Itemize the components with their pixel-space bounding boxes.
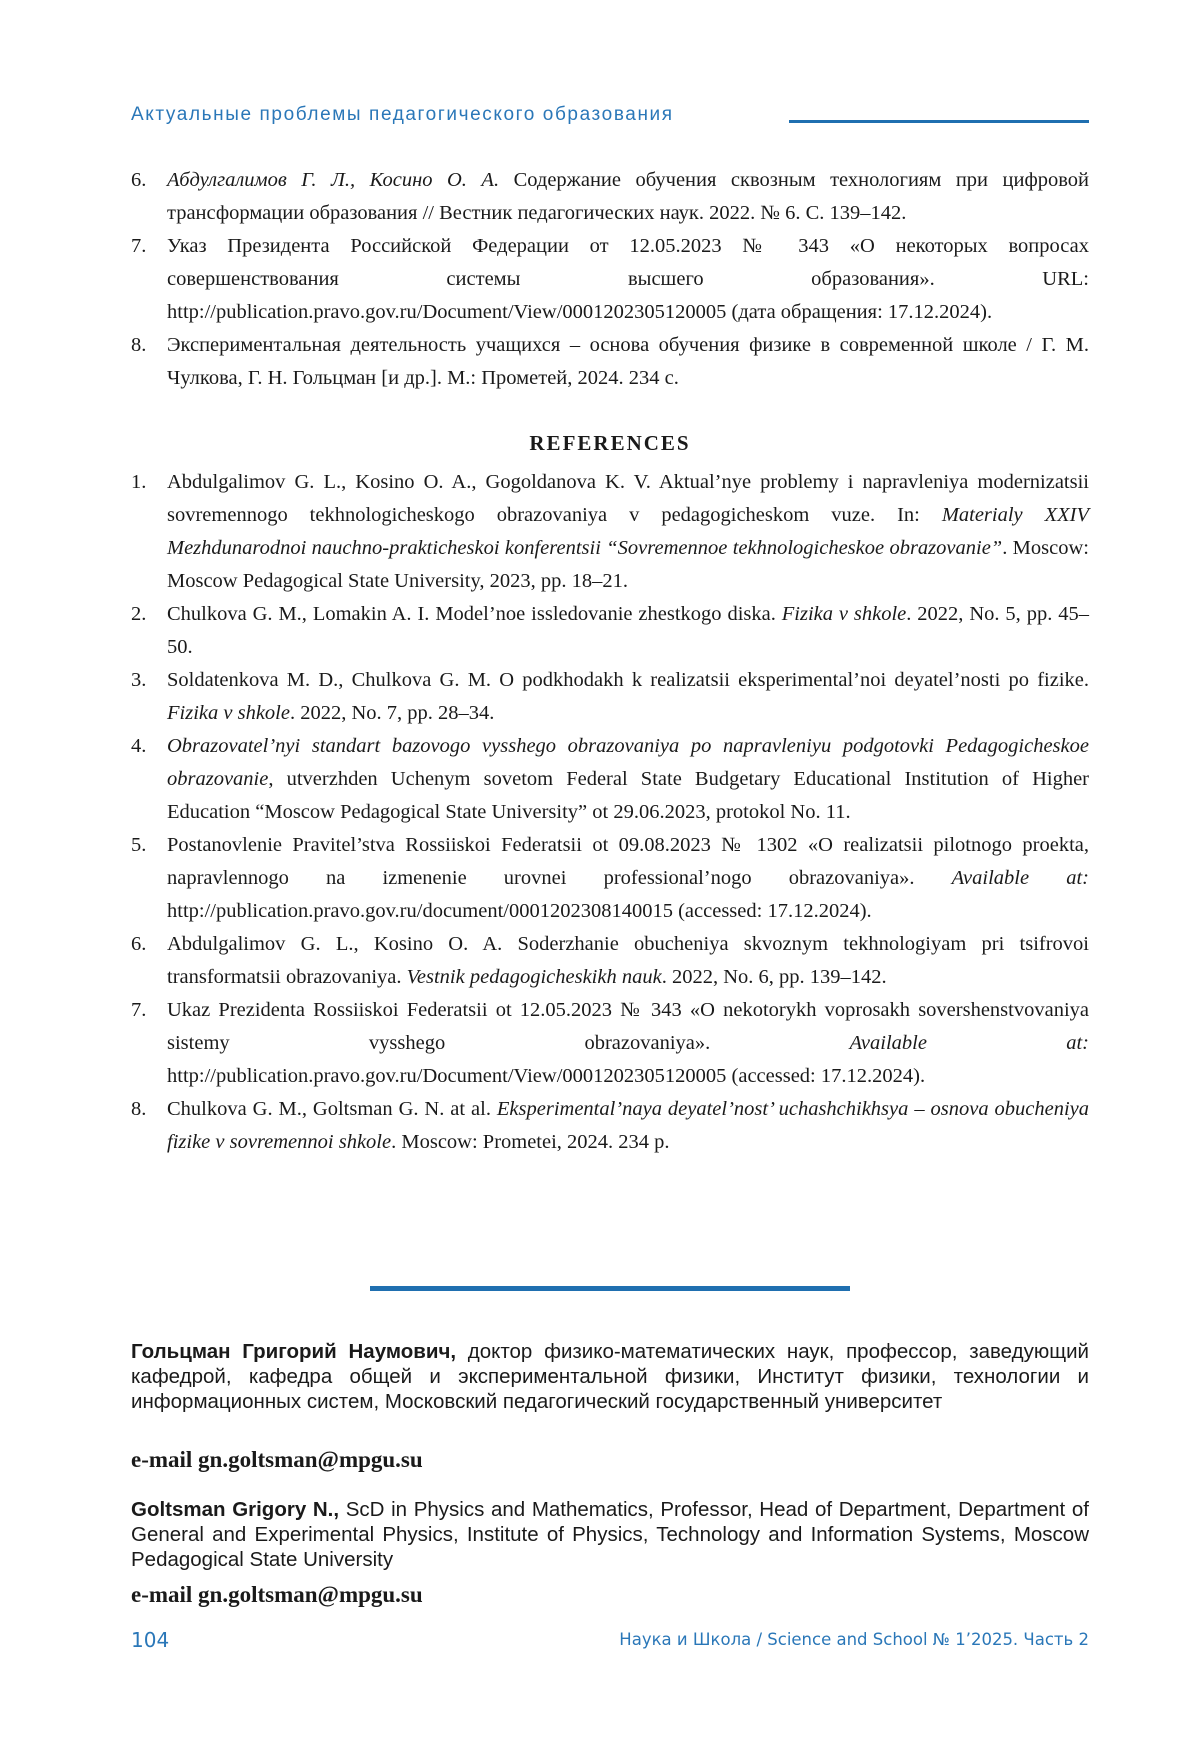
item-title: Eksperimental’naya deyatel’nost’ uchashchikhsya – osnova obucheniya fizike v sovremennoi shkole <box>167 1098 1090 1153</box>
item-text: . 2022, No. 7, pp. 28–34. <box>289 702 495 724</box>
item-text: Ukaz Prezidenta Rossiiskoi Federatsii ot 12.05.2023 № 343 «O nekotorykh voprosakh sovershenstvovaniya sistemy vysshego obrazovaniya». <box>167 999 1089 1054</box>
list-item <box>131 598 1089 664</box>
item-authors: Абдулгалимов Г. Л., Косино О. А. <box>167 169 500 191</box>
item-text: Содержание обучения сквозным технологиям при цифровой трансформации образования // Вестник педагогических наук. 2022. № 6. С. 139–142. <box>167 169 1089 224</box>
item-text: Soldatenkova M. D., Chulkova G. M. O podkhodakh k realizatsii eksperimental’noi deyatel’nosti po fizike. <box>167 669 1089 691</box>
author-info-english <box>131 1497 1089 1572</box>
item-text: Chulkova G. M., Goltsman G. N. at al. <box>167 1098 497 1120</box>
item-number: 3. <box>131 669 147 691</box>
page-number: 104 <box>131 1628 170 1652</box>
item-title: Obrazovatel’nyi standart bazovogo vysshego obrazovaniya po napravleniyu podgotovki Pedagogicheskoe obrazovanie <box>167 735 1089 790</box>
item-text: Chulkova G. M., Lomakin A. I. Model’noe issledovanie zhestkogo diska. <box>167 603 782 625</box>
reference-list-russian <box>131 164 1089 395</box>
item-title: Available at: <box>951 867 1089 889</box>
item-title: Available at: <box>849 1032 1089 1054</box>
item-text: http://publication.pravo.gov.ru/document/0001202308140015 (accessed: 17.12.2024). <box>167 900 872 922</box>
list-item <box>131 664 1089 730</box>
header-rule <box>789 120 1089 123</box>
list-item <box>131 928 1089 994</box>
list-item <box>131 466 1089 598</box>
item-title: Fizika v shkole <box>167 702 290 724</box>
item-text: Abdulgalimov G. L., Kosino O. A., Gogoldanova K. V. Aktual’nye problemy i napravleniya modernizatsii sovremennogo tekhnologicheskogo obrazovaniya v pedagogicheskom vuze. In: <box>167 471 1089 526</box>
header-title: Актуальные проблемы педагогического образования <box>131 104 674 125</box>
item-text: . 2022, No. 6, pp. 139–142. <box>661 966 887 988</box>
item-text: Указ Президента Российской Федерации от 12.05.2023 № 343 «О некоторых вопросах совершенствования системы высшего образования». URL: http://publication.pravo.gov.ru/Document/View/0001202305120005 (дата обращения: 17.12.2024). <box>167 235 1089 323</box>
list-item <box>131 329 1089 395</box>
author-email: e-mail gn.goltsman@mpgu.su <box>131 1582 423 1607</box>
item-title: Vestnik pedagogicheskikh nauk <box>406 966 662 988</box>
item-number: 8. <box>131 1098 147 1120</box>
item-text: http://publication.pravo.gov.ru/Document/View/0001202305120005 (accessed: 17.12.2024). <box>167 1065 926 1087</box>
list-item <box>131 730 1089 829</box>
list-item <box>131 164 1089 230</box>
list-item <box>131 829 1089 928</box>
item-number: 1. <box>131 471 147 493</box>
running-header <box>131 104 1089 130</box>
item-number: 8. <box>131 334 147 356</box>
item-number: 6. <box>131 169 147 191</box>
list-item <box>131 1093 1089 1159</box>
item-number: 4. <box>131 735 147 757</box>
author-name: Goltsman Grigory N., <box>131 1498 340 1521</box>
item-number: 7. <box>131 999 147 1021</box>
item-text: , utverzhden Uchenym sovetom Federal State Budgetary Educational Institution of Higher Education “Moscow Pedagogical State University” ot 29.06.2023, protokol No. 11. <box>167 768 1089 823</box>
journal-footer: Наука и Школа / Science and School № 1’2025. Часть 2 <box>619 1630 1089 1649</box>
author-name: Гольцман Григорий Наумович, <box>131 1340 457 1363</box>
item-title: Fizika v shkole <box>781 603 907 625</box>
author-info-russian <box>131 1339 1089 1414</box>
item-text: Abdulgalimov G. L., Kosino O. A. Soderzhanie obucheniya skvoznym tekhnologiyam pri tsifrovoi transformatsii obrazovaniya. <box>167 933 1089 988</box>
item-text: . 2022, No. 5, pp. 45–50. <box>167 603 1089 658</box>
item-number: 6. <box>131 933 147 955</box>
item-text: . Moscow: Prometei, 2024. 234 p. <box>391 1131 670 1153</box>
author-bio: ScD in Physics and Mathematics, Professor, Head of Department, Department of General and Experimental Physics, Institute of Physics, Technology and Information Systems, Moscow Pedagogical State University <box>131 1498 1089 1571</box>
list-item <box>131 230 1089 329</box>
item-number: 5. <box>131 834 147 856</box>
section-separator <box>370 1286 850 1291</box>
item-title: Materialy XXIV Mezhdunarodnoi nauchno-prakticheskoi konferentsii “Sovremennoe tekhnologicheskoe obrazovanie” <box>167 504 1090 559</box>
author-bio: доктор физико-математических наук, профессор, заведующий кафедрой, кафедра общей и экспериментальной физики, Институт физики, технологии и информационных систем, Московский педагогический государственный университет <box>131 1340 1089 1413</box>
item-text: Экспериментальная деятельность учащихся – основа обучения физике в современной школе / Г. М. Чулкова, Г. Н. Гольцман [и др.]. М.: Прометей, 2024. 234 с. <box>167 334 1089 389</box>
item-text: . Moscow: Moscow Pedagogical State University, 2023, pp. 18–21. <box>167 537 1089 592</box>
list-item <box>131 994 1089 1093</box>
item-text: Postanovlenie Pravitel’stva Rossiiskoi Federatsii ot 09.08.2023 № 1302 «O realizatsii pilotnogo proekta, napravlennogo na izmenenie urovnei professional’nogo obrazovaniya». <box>167 834 1089 889</box>
reference-list-english <box>131 466 1089 1159</box>
item-number: 2. <box>131 603 147 625</box>
references-heading: REFERENCES <box>529 431 691 455</box>
item-number: 7. <box>131 235 147 257</box>
author-email: e-mail gn.goltsman@mpgu.su <box>131 1447 423 1472</box>
